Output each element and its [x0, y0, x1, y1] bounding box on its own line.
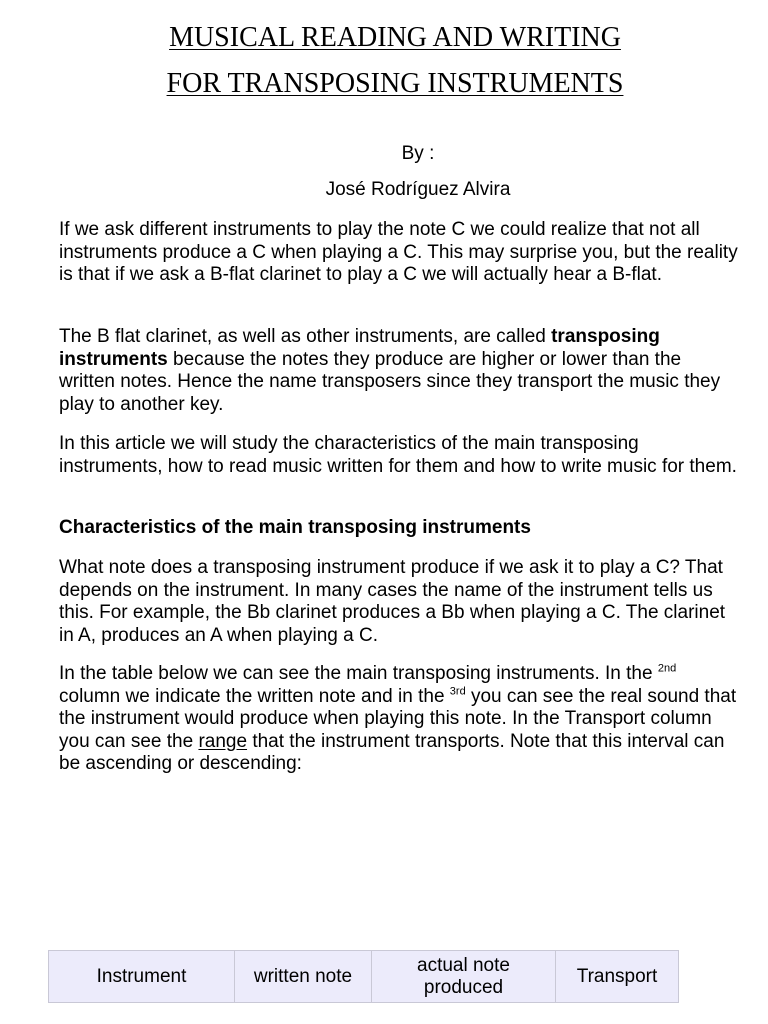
bold-term: transposing instruments	[59, 326, 660, 370]
paragraph-transposing-definition	[59, 326, 739, 416]
paragraph-article-scope: In this article we will study the characteristics of the main transposing instruments, how to read music written for them and how to write music for them.	[59, 433, 737, 477]
section-heading: Characteristics of the main transposing instruments	[59, 517, 531, 538]
range-link[interactable]: range	[198, 730, 248, 752]
table-header-transport: Transport	[556, 951, 679, 1003]
paragraph-text: column we indicate the written note and in the	[59, 685, 450, 707]
table-header-written-note: written note	[235, 951, 372, 1003]
paragraph-text: because the notes they produce are higher or lower than the written notes. Hence the name transposers since they transport the music they play to another key.	[59, 348, 721, 415]
title-line-1: MUSICAL READING AND WRITING	[169, 22, 621, 53]
paragraph-text: The B flat clarinet, as well as other instruments, are called	[59, 326, 552, 347]
paragraph-text: you can see the real sound that the instrument would produce when playing this note. In the Transport column you can see the	[59, 685, 737, 752]
paragraph-text: that the instrument transports. Note that this interval can be ascending or descending:	[59, 730, 725, 775]
title-line-2: FOR TRANSPOSING INSTRUMENTS	[166, 68, 624, 99]
paragraph-text: In the table below we can see the main transposing instruments. In the	[59, 663, 658, 684]
table-header-row	[49, 951, 679, 1003]
paragraph-table-intro	[59, 663, 739, 776]
superscript: 3rd	[449, 685, 466, 698]
author-name: José Rodríguez Alvira	[325, 179, 511, 200]
table-header-actual-note: actual note produced	[372, 951, 556, 1003]
paragraph-which-note: What note does a transposing instrument produce if we ask it to play a C? That depends on the instrument. In many cases the name of the instrument tells us this. For example, the Bb clarinet produces a Bb when playing a C. The clarinet in A, produces an A when playing a C.	[59, 557, 726, 646]
superscript: 2nd	[657, 662, 677, 675]
table-header-instrument: Instrument	[49, 951, 235, 1003]
paragraph-intro: If we ask different instruments to play the note C we could realize that not all instruments produce a C when playing a C. This may surprise you, but the reality is that if we ask a B-flat clarinet to play a C we will actually hear a B-flat.	[59, 219, 738, 286]
transposing-instruments-table	[48, 950, 679, 1003]
byline-label: By :	[401, 143, 435, 164]
